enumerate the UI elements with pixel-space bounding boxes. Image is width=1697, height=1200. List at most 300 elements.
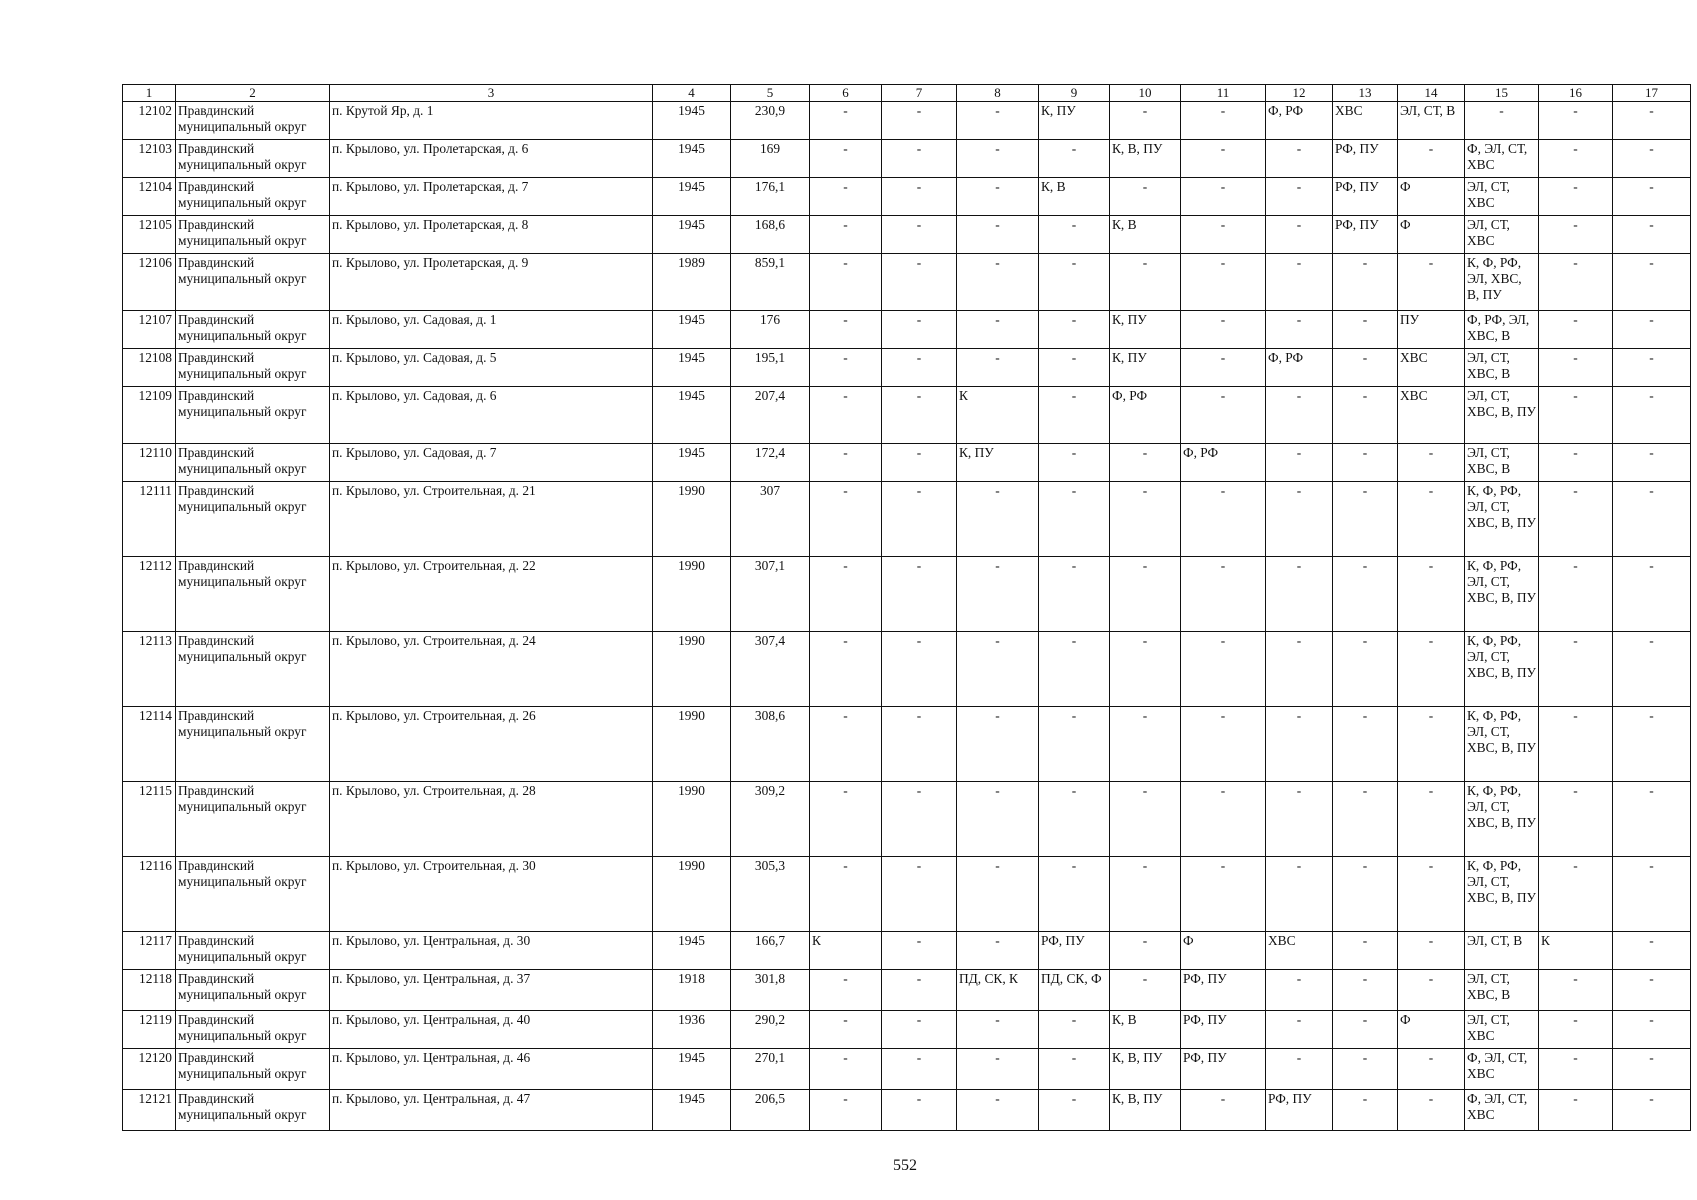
- table-cell: 1945: [653, 349, 731, 387]
- table-cell: -: [810, 482, 882, 557]
- table-cell: 12115: [123, 782, 176, 857]
- table-cell: Правдинский муниципальный округ: [176, 1011, 330, 1049]
- table-cell: К: [1539, 932, 1613, 970]
- table-cell: -: [1181, 632, 1266, 707]
- table-cell: -: [1539, 1090, 1613, 1131]
- table-cell: Правдинский муниципальный округ: [176, 349, 330, 387]
- table-row: [123, 444, 1691, 482]
- table-cell: -: [1539, 857, 1613, 932]
- table-cell: 12114: [123, 707, 176, 782]
- table-cell: -: [810, 216, 882, 254]
- table-cell: -: [1181, 782, 1266, 857]
- table-cell: -: [1333, 970, 1398, 1011]
- table-cell: ЭЛ, СТ, В: [1398, 102, 1465, 140]
- table-cell: -: [810, 970, 882, 1011]
- table-cell: 12109: [123, 387, 176, 444]
- table-cell: -: [1039, 707, 1110, 782]
- column-header: 13: [1333, 85, 1398, 102]
- table-cell: Ф, ЭЛ, СТ, ХВС: [1465, 1049, 1539, 1090]
- table-cell: РФ, ПУ: [1181, 1049, 1266, 1090]
- table-cell: -: [1333, 1011, 1398, 1049]
- table-cell: -: [882, 1049, 957, 1090]
- table-cell: 176: [731, 311, 810, 349]
- table-cell: ПД, СК, Ф: [1039, 970, 1110, 1011]
- table-cell: ЭЛ, СТ, ХВС, В: [1465, 349, 1539, 387]
- table-cell: -: [1613, 254, 1691, 311]
- column-header: 8: [957, 85, 1039, 102]
- table-cell: 290,2: [731, 1011, 810, 1049]
- table-cell: 1945: [653, 140, 731, 178]
- table-cell: ХВС: [1398, 387, 1465, 444]
- column-header: 16: [1539, 85, 1613, 102]
- table-cell: п. Крылово, ул. Пролетарская, д. 9: [330, 254, 653, 311]
- table-cell: ЭЛ, СТ, ХВС, В: [1465, 444, 1539, 482]
- table-cell: -: [1398, 857, 1465, 932]
- table-cell: 1990: [653, 557, 731, 632]
- table-cell: -: [1266, 140, 1333, 178]
- table-cell: -: [882, 254, 957, 311]
- table-cell: -: [882, 102, 957, 140]
- table-cell: -: [1333, 782, 1398, 857]
- table-cell: -: [1333, 932, 1398, 970]
- table-cell: -: [1110, 632, 1181, 707]
- column-header: 1: [123, 85, 176, 102]
- table-cell: -: [957, 1049, 1039, 1090]
- table-cell: п. Крылово, ул. Садовая, д. 1: [330, 311, 653, 349]
- table-cell: К, ПУ: [1110, 311, 1181, 349]
- table-row: [123, 857, 1691, 932]
- table-cell: -: [1613, 444, 1691, 482]
- table-cell: -: [1613, 178, 1691, 216]
- table-cell: -: [1110, 707, 1181, 782]
- table-cell: Правдинский муниципальный округ: [176, 707, 330, 782]
- table-cell: -: [1181, 857, 1266, 932]
- table-cell: Правдинский муниципальный округ: [176, 632, 330, 707]
- table-cell: РФ, ПУ: [1333, 216, 1398, 254]
- table-cell: К, ПУ: [1039, 102, 1110, 140]
- table-cell: -: [957, 311, 1039, 349]
- table-cell: -: [1539, 140, 1613, 178]
- table-cell: -: [1266, 857, 1333, 932]
- table-row: [123, 178, 1691, 216]
- table-cell: -: [882, 349, 957, 387]
- column-header: 6: [810, 85, 882, 102]
- table-cell: К, Ф, РФ, ЭЛ, СТ, ХВС, В, ПУ: [1465, 482, 1539, 557]
- table-cell: -: [1539, 254, 1613, 311]
- table-cell: ПУ: [1398, 311, 1465, 349]
- table-cell: -: [1110, 857, 1181, 932]
- table-cell: -: [1333, 349, 1398, 387]
- table-cell: 307,4: [731, 632, 810, 707]
- table-cell: -: [1110, 557, 1181, 632]
- table-cell: -: [1039, 782, 1110, 857]
- table-cell: 172,4: [731, 444, 810, 482]
- table-cell: Ф: [1181, 932, 1266, 970]
- table-cell: 12120: [123, 1049, 176, 1090]
- table-cell: -: [957, 782, 1039, 857]
- table-cell: Правдинский муниципальный округ: [176, 1049, 330, 1090]
- table-cell: п. Крылово, ул. Строительная, д. 26: [330, 707, 653, 782]
- table-cell: -: [1539, 444, 1613, 482]
- table-row: [123, 387, 1691, 444]
- table-cell: -: [957, 140, 1039, 178]
- table-cell: Правдинский муниципальный округ: [176, 178, 330, 216]
- table-cell: К, Ф, РФ, ЭЛ, СТ, ХВС, В, ПУ: [1465, 557, 1539, 632]
- table-cell: п. Крылово, ул. Строительная, д. 22: [330, 557, 653, 632]
- table-cell: К, Ф, РФ, ЭЛ, СТ, ХВС, В, ПУ: [1465, 707, 1539, 782]
- table-cell: 12116: [123, 857, 176, 932]
- table-cell: -: [1039, 444, 1110, 482]
- table-cell: -: [1539, 482, 1613, 557]
- table-cell: -: [1039, 349, 1110, 387]
- table-cell: -: [1613, 387, 1691, 444]
- table-cell: -: [1613, 932, 1691, 970]
- table-cell: -: [1039, 1090, 1110, 1131]
- table-cell: -: [1181, 707, 1266, 782]
- table-cell: 1945: [653, 1049, 731, 1090]
- table-cell: 12110: [123, 444, 176, 482]
- table-cell: -: [1539, 557, 1613, 632]
- table-cell: -: [1539, 102, 1613, 140]
- table-cell: -: [1110, 970, 1181, 1011]
- table-cell: -: [957, 932, 1039, 970]
- table-cell: -: [810, 254, 882, 311]
- table-cell: -: [1613, 557, 1691, 632]
- table-cell: -: [882, 707, 957, 782]
- table-cell: -: [1266, 216, 1333, 254]
- table-cell: 12113: [123, 632, 176, 707]
- table-cell: -: [810, 1049, 882, 1090]
- table-cell: -: [1039, 216, 1110, 254]
- table-cell: ХВС: [1398, 349, 1465, 387]
- table-cell: К, В, ПУ: [1110, 140, 1181, 178]
- table-cell: -: [1333, 482, 1398, 557]
- table-cell: -: [1539, 178, 1613, 216]
- table-cell: -: [1110, 932, 1181, 970]
- table-cell: -: [810, 178, 882, 216]
- table-cell: -: [882, 970, 957, 1011]
- table-cell: -: [810, 140, 882, 178]
- table-cell: -: [882, 557, 957, 632]
- table-cell: п. Крылово, ул. Пролетарская, д. 7: [330, 178, 653, 216]
- table-cell: -: [1266, 482, 1333, 557]
- column-header: 17: [1613, 85, 1691, 102]
- table-cell: -: [1110, 254, 1181, 311]
- table-cell: 1945: [653, 102, 731, 140]
- table-cell: -: [1539, 782, 1613, 857]
- table-cell: -: [1613, 1011, 1691, 1049]
- table-cell: -: [1613, 782, 1691, 857]
- table-cell: -: [1110, 178, 1181, 216]
- table-cell: Правдинский муниципальный округ: [176, 970, 330, 1011]
- table-cell: -: [882, 444, 957, 482]
- table-cell: п. Крылово, ул. Строительная, д. 28: [330, 782, 653, 857]
- table-cell: -: [882, 1011, 957, 1049]
- table-cell: Правдинский муниципальный округ: [176, 311, 330, 349]
- table-row: [123, 782, 1691, 857]
- column-header: 11: [1181, 85, 1266, 102]
- table-cell: 305,3: [731, 857, 810, 932]
- table-cell: -: [1181, 140, 1266, 178]
- table-cell: -: [1266, 782, 1333, 857]
- table-cell: Ф: [1398, 178, 1465, 216]
- table-cell: ХВС: [1333, 102, 1398, 140]
- table-cell: ЭЛ, СТ, ХВС: [1465, 1011, 1539, 1049]
- table-cell: -: [1333, 707, 1398, 782]
- table-cell: 168,6: [731, 216, 810, 254]
- table-cell: Правдинский муниципальный округ: [176, 782, 330, 857]
- table-cell: -: [810, 632, 882, 707]
- table-cell: Ф, РФ: [1181, 444, 1266, 482]
- table-cell: 1945: [653, 216, 731, 254]
- table-cell: -: [1039, 387, 1110, 444]
- table-cell: Правдинский муниципальный округ: [176, 932, 330, 970]
- table-cell: -: [1039, 1011, 1110, 1049]
- table-cell: 1945: [653, 387, 731, 444]
- table-cell: -: [1333, 632, 1398, 707]
- table-cell: -: [1539, 1049, 1613, 1090]
- table-cell: п. Крылово, ул. Центральная, д. 37: [330, 970, 653, 1011]
- table-cell: 195,1: [731, 349, 810, 387]
- table-cell: -: [1266, 311, 1333, 349]
- table-cell: -: [810, 1090, 882, 1131]
- table-cell: 12108: [123, 349, 176, 387]
- table-cell: -: [1181, 387, 1266, 444]
- table-row: [123, 102, 1691, 140]
- table-cell: -: [882, 632, 957, 707]
- table-cell: -: [1398, 632, 1465, 707]
- table-cell: -: [957, 857, 1039, 932]
- table-cell: -: [1613, 311, 1691, 349]
- table-cell: -: [1398, 707, 1465, 782]
- table-cell: п. Крылово, ул. Садовая, д. 6: [330, 387, 653, 444]
- table-cell: -: [882, 311, 957, 349]
- table-cell: -: [1181, 102, 1266, 140]
- table-cell: п. Крылово, ул. Центральная, д. 47: [330, 1090, 653, 1131]
- table-cell: -: [957, 557, 1039, 632]
- table-cell: -: [1465, 102, 1539, 140]
- table-cell: -: [957, 707, 1039, 782]
- table-cell: К, Ф, РФ, ЭЛ, ХВС, В, ПУ: [1465, 254, 1539, 311]
- table-cell: -: [1039, 632, 1110, 707]
- table-cell: -: [1110, 482, 1181, 557]
- table-cell: -: [1613, 857, 1691, 932]
- table-cell: -: [1613, 349, 1691, 387]
- table-cell: 12107: [123, 311, 176, 349]
- registry-table: [122, 84, 1691, 1131]
- table-cell: -: [1539, 349, 1613, 387]
- table-cell: -: [1266, 387, 1333, 444]
- table-cell: -: [1333, 254, 1398, 311]
- table-cell: -: [1039, 482, 1110, 557]
- table-cell: п. Крылово, ул. Пролетарская, д. 6: [330, 140, 653, 178]
- table-cell: К, Ф, РФ, ЭЛ, СТ, ХВС, В, ПУ: [1465, 782, 1539, 857]
- table-cell: 308,6: [731, 707, 810, 782]
- table-cell: -: [1398, 444, 1465, 482]
- table-cell: -: [1110, 444, 1181, 482]
- table-cell: -: [1181, 178, 1266, 216]
- table-cell: -: [1266, 254, 1333, 311]
- table-cell: РФ, ПУ: [1181, 970, 1266, 1011]
- table-cell: -: [1539, 216, 1613, 254]
- table-cell: -: [1398, 1049, 1465, 1090]
- table-cell: -: [1398, 140, 1465, 178]
- table-cell: -: [882, 857, 957, 932]
- table-cell: К, Ф, РФ, ЭЛ, СТ, ХВС, В, ПУ: [1465, 632, 1539, 707]
- table-cell: -: [1398, 932, 1465, 970]
- table-cell: -: [882, 178, 957, 216]
- table-cell: -: [1181, 254, 1266, 311]
- column-header: 3: [330, 85, 653, 102]
- table-cell: 1990: [653, 632, 731, 707]
- table-cell: -: [1266, 970, 1333, 1011]
- table-cell: -: [810, 387, 882, 444]
- table-cell: 176,1: [731, 178, 810, 216]
- table-cell: -: [1039, 857, 1110, 932]
- table-cell: ХВС: [1266, 932, 1333, 970]
- table-cell: -: [810, 557, 882, 632]
- table-cell: Ф: [1398, 216, 1465, 254]
- table-cell: -: [1613, 102, 1691, 140]
- table-cell: ЭЛ, СТ, В: [1465, 932, 1539, 970]
- table-cell: 1945: [653, 1090, 731, 1131]
- table-row: [123, 557, 1691, 632]
- table-cell: Ф, РФ: [1266, 102, 1333, 140]
- table-cell: -: [1266, 557, 1333, 632]
- table-cell: К, В: [1110, 1011, 1181, 1049]
- table-cell: Правдинский муниципальный округ: [176, 857, 330, 932]
- table-cell: -: [1398, 970, 1465, 1011]
- table-cell: -: [1539, 707, 1613, 782]
- table-cell: -: [1266, 178, 1333, 216]
- table-cell: -: [957, 349, 1039, 387]
- table-cell: -: [1539, 970, 1613, 1011]
- table-row: [123, 970, 1691, 1011]
- table-cell: -: [1539, 1011, 1613, 1049]
- table-row: [123, 482, 1691, 557]
- table-cell: -: [1539, 311, 1613, 349]
- table-cell: -: [810, 1011, 882, 1049]
- table-cell: -: [1333, 311, 1398, 349]
- table-cell: ЭЛ, СТ, ХВС: [1465, 216, 1539, 254]
- table-cell: К, ПУ: [957, 444, 1039, 482]
- table-cell: -: [810, 311, 882, 349]
- table-cell: 230,9: [731, 102, 810, 140]
- table-cell: -: [1333, 857, 1398, 932]
- table-cell: -: [1181, 482, 1266, 557]
- table-cell: -: [810, 707, 882, 782]
- table-cell: -: [1110, 102, 1181, 140]
- table-cell: -: [882, 932, 957, 970]
- table-cell: п. Крылово, ул. Садовая, д. 7: [330, 444, 653, 482]
- table-cell: п. Крылово, ул. Центральная, д. 30: [330, 932, 653, 970]
- table-cell: -: [882, 482, 957, 557]
- table-cell: Правдинский муниципальный округ: [176, 140, 330, 178]
- table-cell: -: [1333, 387, 1398, 444]
- table-cell: Ф, РФ: [1266, 349, 1333, 387]
- table-cell: п. Крылово, ул. Центральная, д. 40: [330, 1011, 653, 1049]
- table-cell: 12103: [123, 140, 176, 178]
- table-cell: 12119: [123, 1011, 176, 1049]
- table-cell: -: [882, 140, 957, 178]
- table-cell: -: [1333, 1090, 1398, 1131]
- table-cell: п. Крылово, ул. Строительная, д. 24: [330, 632, 653, 707]
- table-cell: -: [1398, 1090, 1465, 1131]
- table-cell: -: [1181, 557, 1266, 632]
- table-row: [123, 1049, 1691, 1090]
- table-cell: К, В, ПУ: [1110, 1049, 1181, 1090]
- table-cell: -: [957, 1090, 1039, 1131]
- table-cell: 12105: [123, 216, 176, 254]
- table-cell: 1990: [653, 482, 731, 557]
- table-cell: Правдинский муниципальный округ: [176, 1090, 330, 1131]
- table-row: [123, 140, 1691, 178]
- table-cell: Ф, РФ: [1110, 387, 1181, 444]
- table-cell: Правдинский муниципальный округ: [176, 482, 330, 557]
- table-cell: -: [1266, 1011, 1333, 1049]
- table-cell: -: [1539, 387, 1613, 444]
- table-cell: 1989: [653, 254, 731, 311]
- table-cell: -: [957, 102, 1039, 140]
- table-cell: -: [1613, 216, 1691, 254]
- table-cell: 307,1: [731, 557, 810, 632]
- table-cell: -: [882, 1090, 957, 1131]
- column-header: 2: [176, 85, 330, 102]
- table-cell: 1945: [653, 932, 731, 970]
- table-cell: п. Крылово, ул. Пролетарская, д. 8: [330, 216, 653, 254]
- table-row: [123, 632, 1691, 707]
- table-row: [123, 932, 1691, 970]
- table-cell: -: [810, 782, 882, 857]
- table-cell: -: [957, 254, 1039, 311]
- table-cell: -: [1333, 557, 1398, 632]
- table-cell: -: [810, 444, 882, 482]
- table-cell: 166,7: [731, 932, 810, 970]
- column-header: 7: [882, 85, 957, 102]
- table-cell: 1990: [653, 857, 731, 932]
- table-cell: К, В, ПУ: [1110, 1090, 1181, 1131]
- table-cell: 12106: [123, 254, 176, 311]
- column-header: 14: [1398, 85, 1465, 102]
- table-cell: п. Крылово, ул. Строительная, д. 30: [330, 857, 653, 932]
- table-cell: Правдинский муниципальный округ: [176, 387, 330, 444]
- table-cell: -: [882, 216, 957, 254]
- table-cell: -: [1613, 482, 1691, 557]
- table-cell: 12118: [123, 970, 176, 1011]
- column-header: 4: [653, 85, 731, 102]
- table-cell: Правдинский муниципальный округ: [176, 102, 330, 140]
- table-cell: -: [957, 632, 1039, 707]
- table-cell: ЭЛ, СТ, ХВС, В, ПУ: [1465, 387, 1539, 444]
- table-row: [123, 254, 1691, 311]
- table-cell: -: [1398, 482, 1465, 557]
- table-cell: РФ, ПУ: [1181, 1011, 1266, 1049]
- table-cell: п. Крылово, ул. Садовая, д. 5: [330, 349, 653, 387]
- table-cell: -: [1181, 311, 1266, 349]
- table-cell: 12112: [123, 557, 176, 632]
- table-cell: Ф, РФ, ЭЛ, ХВС, В: [1465, 311, 1539, 349]
- table-cell: -: [1039, 140, 1110, 178]
- table-cell: -: [1266, 632, 1333, 707]
- table-cell: -: [1181, 1090, 1266, 1131]
- table-cell: -: [1039, 1049, 1110, 1090]
- table-row: [123, 349, 1691, 387]
- table-cell: -: [1398, 782, 1465, 857]
- table-cell: 12102: [123, 102, 176, 140]
- page-number: 552: [893, 1157, 917, 1174]
- table-cell: -: [1039, 557, 1110, 632]
- table-cell: РФ, ПУ: [1333, 178, 1398, 216]
